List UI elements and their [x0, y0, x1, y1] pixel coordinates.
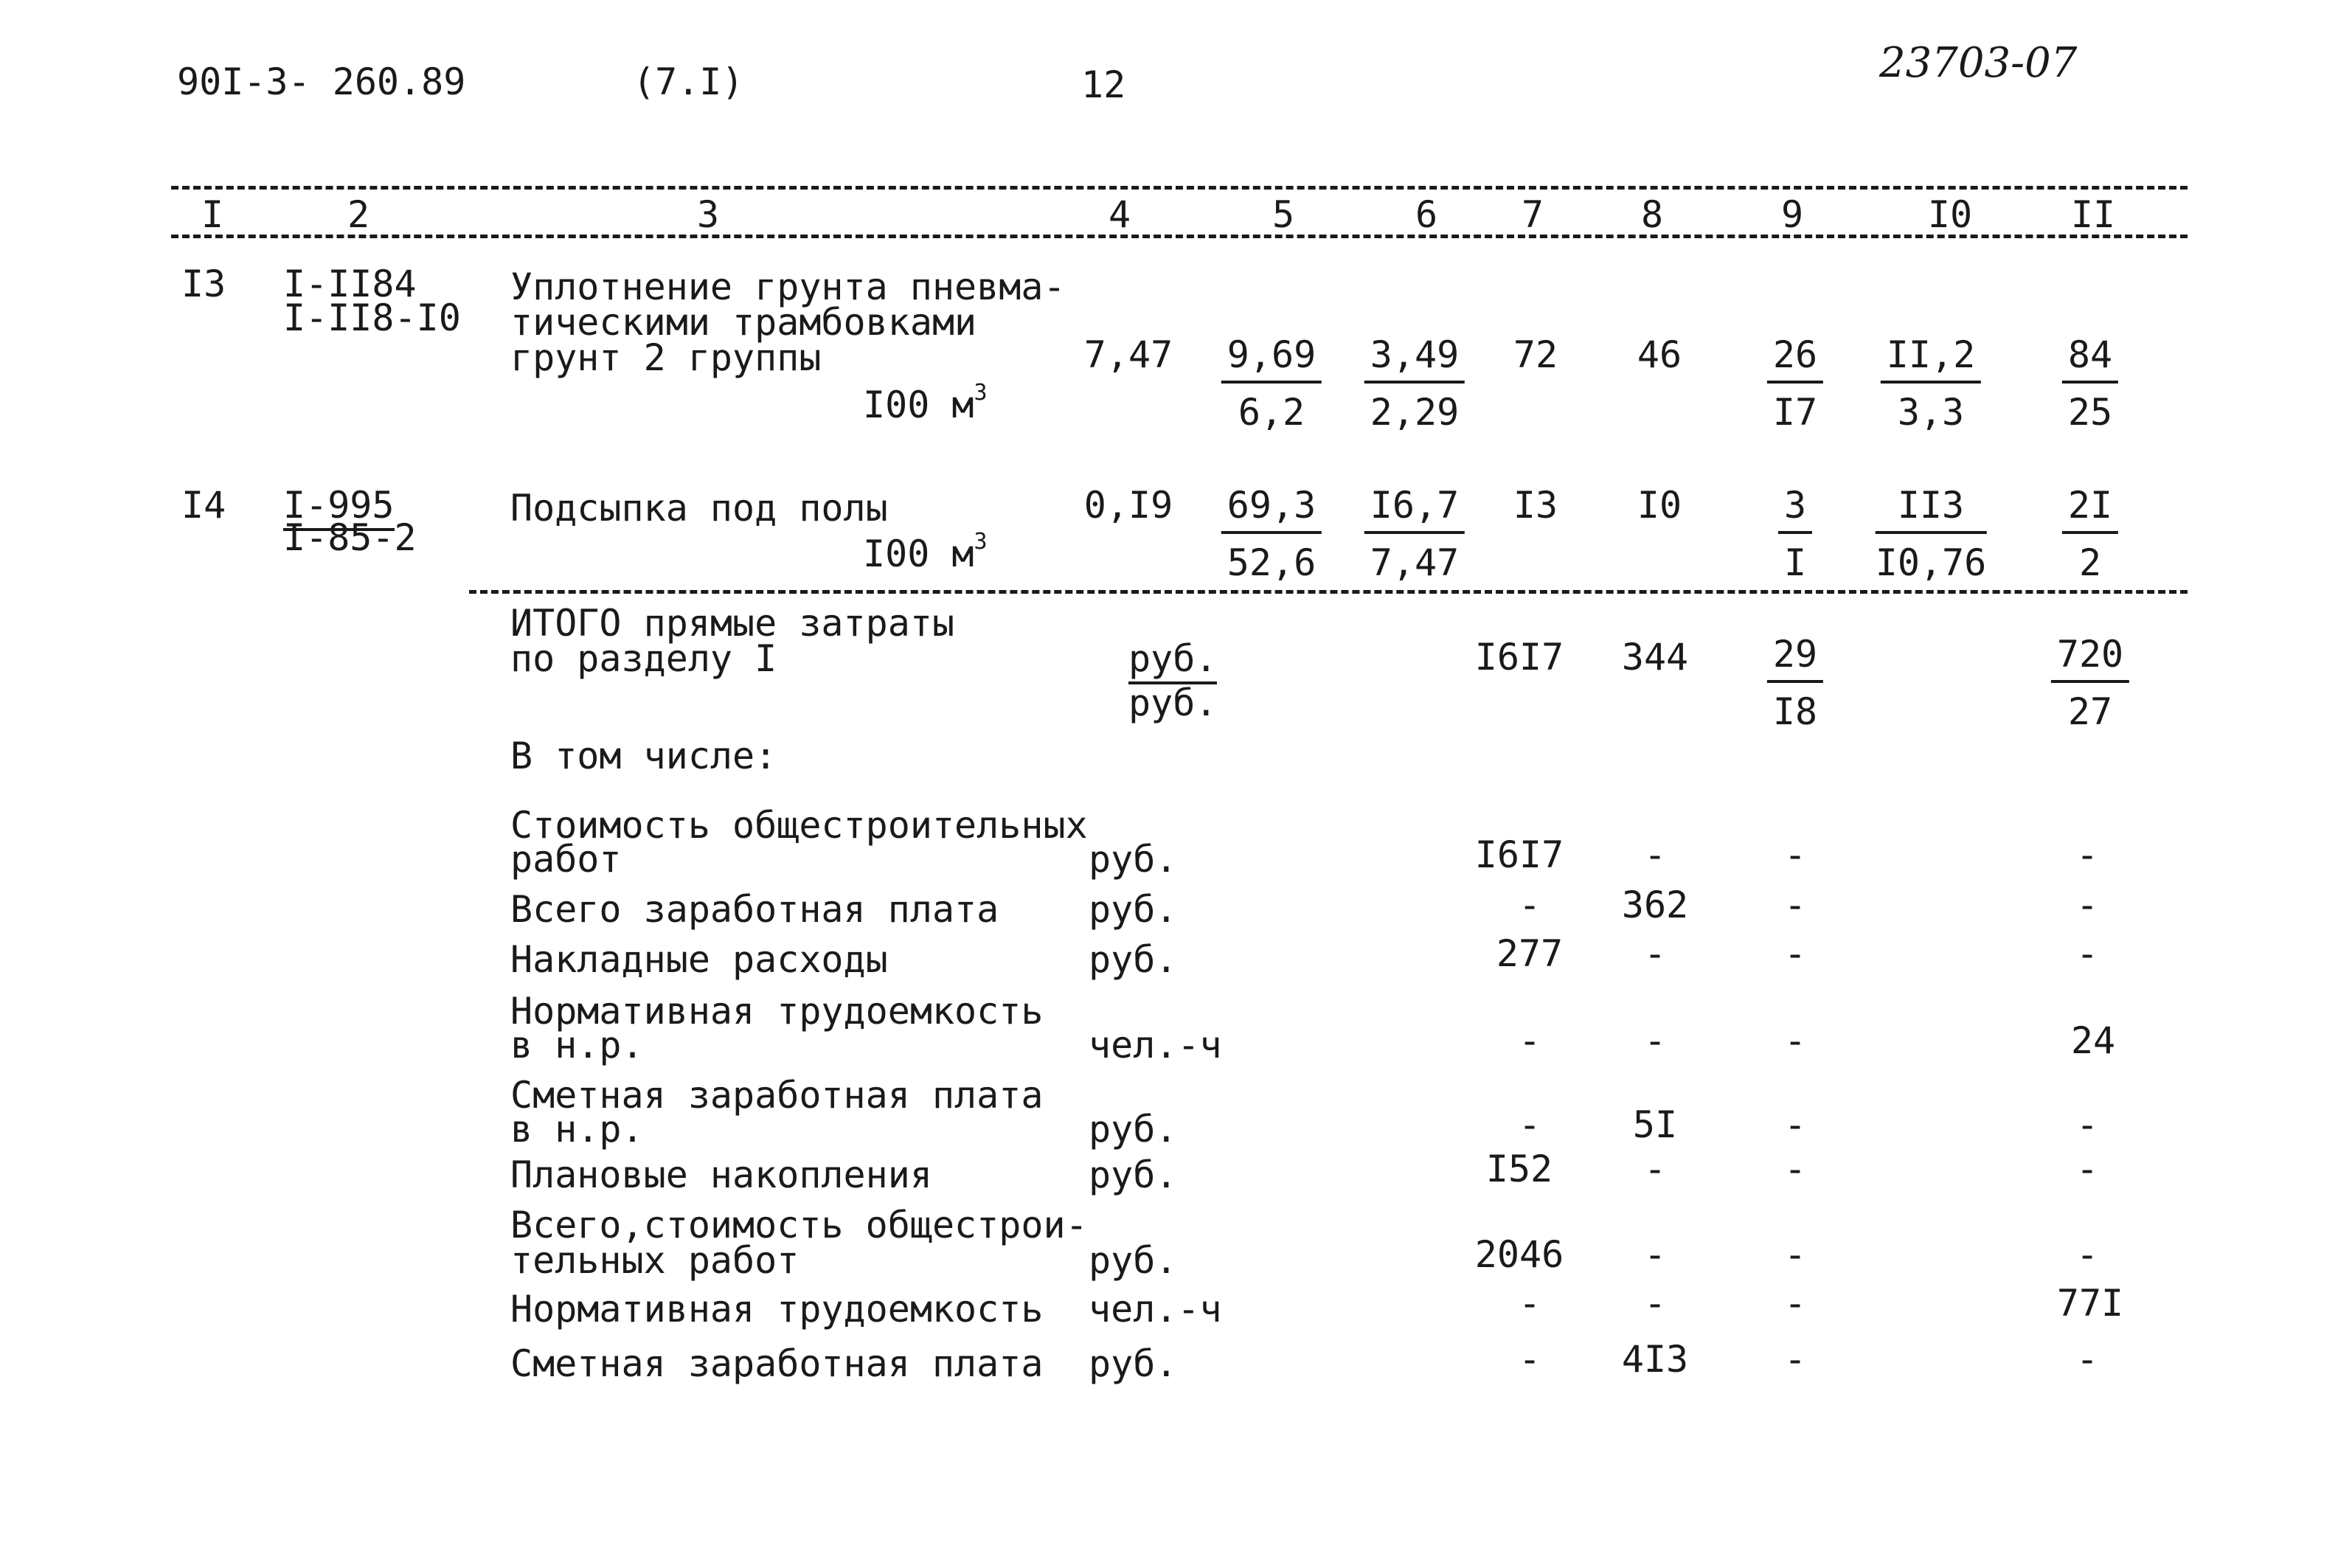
page-number: 12 [1081, 63, 1126, 106]
summary-unit: руб. [1089, 1239, 1178, 1282]
including-label: В том числе: [510, 735, 777, 777]
total-col-8: 344 [1621, 636, 1689, 679]
row-13-code-1: I-II84 [283, 263, 417, 305]
row-13-desc-line-2: тическими трамбовками [510, 301, 977, 344]
summary-unit: руб. [1089, 1342, 1178, 1385]
total-label-line-1: ИТОГО прямые затраты [510, 602, 955, 645]
summary-unit: руб. [1089, 938, 1178, 981]
summary-col-7: - [1518, 1338, 1541, 1381]
summary-col-9: - [1783, 932, 1807, 975]
summary-unit: руб. [1089, 1154, 1178, 1196]
summary-col-11: - [2075, 1233, 2099, 1276]
summary-col-11: - [2075, 833, 2099, 876]
summary-col-7: - [1518, 1282, 1541, 1325]
header-bottom-rule [171, 235, 2188, 238]
total-label-line-2: по разделу I [510, 637, 777, 680]
summary-label-line-1: Сметная заработная плата [510, 1342, 1044, 1385]
summary-col-9: - [1783, 884, 1807, 926]
row-13-col-10: $\frac{II,2}{3,3}$ [1881, 336, 1981, 431]
summary-label-line-2: тельных работ [510, 1239, 799, 1282]
col-header-6: 6 [1415, 193, 1438, 236]
summary-unit: чел.-ч [1089, 1288, 1222, 1331]
row-14-col-5: $\frac{69,3}{52,6}$ [1221, 487, 1322, 581]
row-14-col-8: I0 [1637, 484, 1682, 527]
summary-col-8: 362 [1621, 884, 1689, 926]
total-col-11: $\frac{720}{27}$ [2051, 636, 2129, 730]
col-header-7: 7 [1521, 193, 1544, 236]
summary-col-8: - [1643, 1148, 1667, 1190]
summary-col-9: - [1783, 1282, 1807, 1325]
summary-col-11: - [2075, 1338, 2099, 1381]
col-header-2: 2 [347, 193, 370, 236]
summary-col-11: - [2075, 1103, 2099, 1146]
row-13-desc-line-1: Уплотнение грунта пневма- [510, 266, 1066, 308]
row-13-col-11: $\frac{84}{25}$ [2062, 336, 2118, 431]
row-14-code-1: I-995 [283, 487, 395, 524]
row-13-col-5: $\frac{9,69}{6,2}$ [1221, 336, 1322, 431]
row-13-col-4: 7,47 [1083, 333, 1173, 376]
summary-col-9: - [1783, 1338, 1807, 1381]
summary-label-line-2: в н.р. [510, 1108, 644, 1151]
row-13-code-2: I-II8-I0 [283, 296, 461, 339]
summary-col-7: - [1518, 884, 1541, 926]
col-header-4: 4 [1108, 193, 1131, 236]
col-header-5: 5 [1272, 193, 1295, 236]
row-14-number: I4 [181, 484, 226, 527]
col-header-11: II [2070, 193, 2116, 236]
total-unit: руб. руб. [1128, 637, 1218, 724]
row-13-desc-line-3: грунт 2 группы [510, 336, 822, 379]
summary-label-line-1: Нормативная трудоемкость [510, 990, 1044, 1033]
row-14-col-11: $\frac{2I}{2}$ [2062, 487, 2118, 581]
inventory-number: 23703-07 [1879, 39, 2078, 87]
summary-col-9: - [1783, 833, 1807, 876]
row-14-code-2: I-85-2 [283, 516, 417, 559]
row-13-col-8: 46 [1637, 333, 1682, 376]
row-13-col-7: 72 [1513, 333, 1558, 376]
summary-col-11: - [2075, 932, 2099, 975]
row-13-unit: I00 $м^3$ [863, 380, 988, 426]
total-col-7: I6I7 [1474, 636, 1564, 679]
summary-label-line-1: Всего,стоимость общестрои- [510, 1204, 1088, 1246]
col-header-3: 3 [696, 193, 720, 236]
row-13-col-6: $\frac{3,49}{2,29}$ [1364, 336, 1465, 431]
summary-col-8: - [1643, 1233, 1667, 1276]
row-14-col-7: I3 [1513, 484, 1558, 527]
col-header-9: 9 [1780, 193, 1804, 236]
summary-col-11: 24 [2070, 1019, 2116, 1062]
summary-col-11: 77I [2056, 1282, 2124, 1325]
summary-col-8: - [1643, 1019, 1667, 1062]
col-header-1: I [201, 193, 224, 236]
summary-col-7: 2046 [1474, 1233, 1564, 1276]
summary-col-11: - [2075, 1148, 2099, 1190]
summary-col-7: I6I7 [1474, 833, 1564, 876]
summary-col-9: - [1783, 1103, 1807, 1146]
summary-col-7: 277 [1496, 932, 1564, 975]
summary-label-line-1: Накладные расходы [510, 938, 888, 981]
summary-col-9: - [1783, 1148, 1807, 1190]
row-14-col-10: $\frac{II3}{I0,76}$ [1875, 484, 1987, 584]
summary-label-line-2: работ [510, 838, 622, 881]
summary-col-8: - [1643, 932, 1667, 975]
summary-unit: руб. [1089, 888, 1178, 931]
row-13-number: I3 [181, 263, 226, 305]
summary-label-line-1: Сметная заработная плата [510, 1074, 1044, 1117]
summary-col-8: 4I3 [1621, 1338, 1689, 1381]
col-header-10: I0 [1927, 193, 1973, 236]
summary-col-11: - [2075, 884, 2099, 926]
total-separator-rule [469, 590, 2188, 594]
header-top-rule [171, 186, 2188, 190]
summary-col-7: - [1518, 1103, 1541, 1146]
row-14-col-6: $\frac{I6,7}{7,47}$ [1364, 487, 1465, 581]
summary-unit: руб. [1089, 1108, 1178, 1151]
col-header-8: 8 [1640, 193, 1664, 236]
summary-unit: руб. [1089, 838, 1178, 881]
summary-col-9: - [1783, 1233, 1807, 1276]
summary-col-7: I52 [1485, 1148, 1553, 1190]
summary-unit: чел.-ч [1089, 1024, 1222, 1066]
document-code: 90I-3- 260.89 [177, 60, 466, 103]
summary-col-8: 5I [1632, 1103, 1678, 1146]
row-14-col-4: 0,I9 [1083, 484, 1173, 527]
row-14-col-9: $\frac{3}{I}$ [1778, 487, 1812, 581]
row-14-unit: I00 $м^3$ [863, 529, 988, 575]
summary-label-line-1: Всего заработная плата [510, 888, 999, 931]
total-col-9: $\frac{29}{I8}$ [1767, 636, 1823, 730]
summary-col-9: - [1783, 1019, 1807, 1062]
summary-col-7: - [1518, 1019, 1541, 1062]
row-14-desc-line-1: Подсыпка под полы [510, 487, 888, 530]
summary-label-line-1: Стоимость общестроительных [510, 804, 1088, 847]
section-number: (7.I) [633, 60, 744, 103]
summary-col-8: - [1643, 833, 1667, 876]
summary-label-line-1: Плановые накопления [510, 1154, 932, 1196]
row-13-col-9: $\frac{26}{I7}$ [1767, 336, 1823, 431]
summary-label-line-2: в н.р. [510, 1024, 644, 1066]
summary-col-8: - [1643, 1282, 1667, 1325]
summary-label-line-1: Нормативная трудоемкость [510, 1288, 1044, 1331]
